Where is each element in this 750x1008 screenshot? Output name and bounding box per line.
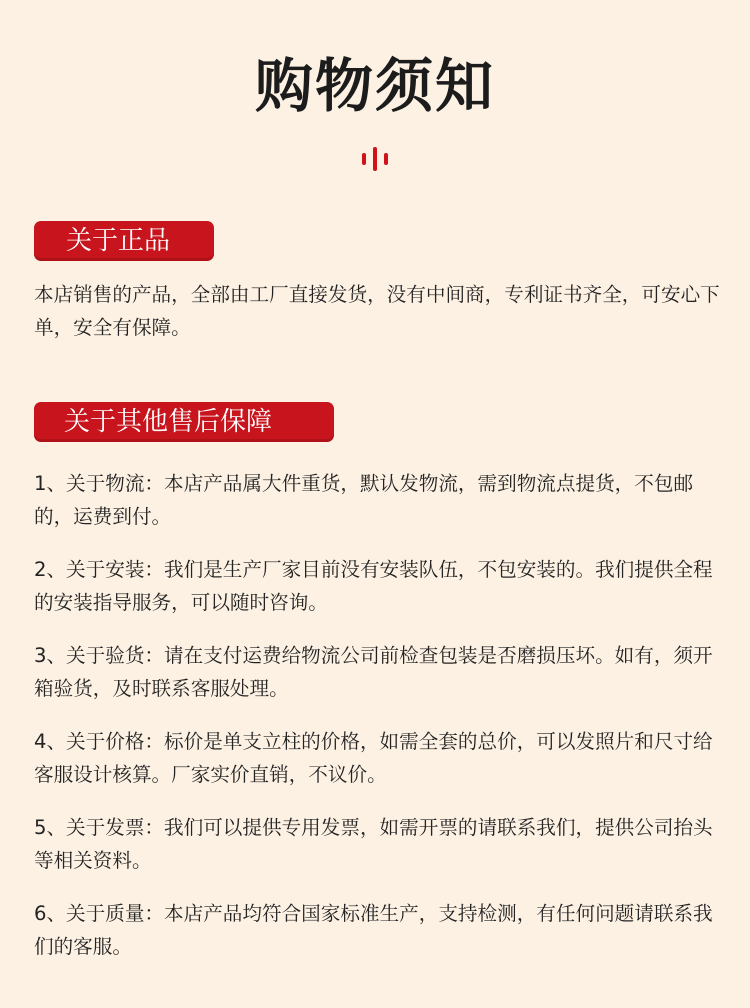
ornament-bar bbox=[362, 153, 366, 165]
policy-item-price: 4、关于价格：标价是单支立柱的价格，如需全套的总价，可以发照片和尺寸给客服设计核算。厂家实价直销，不议价。 bbox=[34, 730, 713, 786]
ornament-bar bbox=[384, 153, 388, 165]
policy-item-invoice: 5、关于发票：我们可以提供专用发票，如需开票的请联系我们，提供公司抬头等相关资料。 bbox=[34, 816, 713, 872]
authentic-paragraph: 本店销售的产品，全部由工厂直接发货，没有中间商，专利证书齐全，可安心下单，安全有保障。 bbox=[34, 283, 720, 339]
title-ornament-icon bbox=[361, 147, 389, 171]
policy-item-inspection: 3、关于验货：请在支付运费给物流公司前检查包装是否磨损压坏。如有，须开箱验货，及时联系客服处理。 bbox=[34, 644, 713, 700]
section-header-authentic: 关于正品 bbox=[34, 221, 214, 261]
policy-item-logistics: 1、关于物流：本店产品属大件重货，默认发物流，需到物流点提货，不包邮的，运费到付。 bbox=[34, 472, 694, 528]
page-title: 购物须知 bbox=[254, 52, 495, 120]
policy-item-quality: 6、关于质量：本店产品均符合国家标准生产，支持检测，有任何问题请联系我们的客服。 bbox=[34, 902, 713, 958]
section-header-after-sales: 关于其他售后保障 bbox=[34, 402, 334, 442]
policy-item-installation: 2、关于安装：我们是生产厂家目前没有安装队伍，不包安装的。我们提供全程的安装指导服务，可以随时咨询。 bbox=[34, 558, 713, 614]
ornament-bar bbox=[373, 147, 377, 171]
